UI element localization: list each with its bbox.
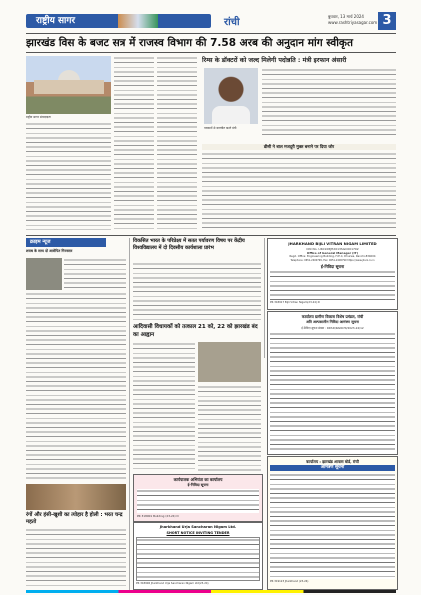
jusnl-org: Jharkhand Urja Sancharan Nigam Ltd. — [159, 525, 237, 529]
masthead — [26, 12, 396, 32]
jbvnl-phone: Telephone: 0651-2400799, Fax: 0651-2400799 https://www.jbvnl.co.in — [290, 259, 375, 262]
paper-name: राष्ट्रीय सागर — [36, 16, 76, 26]
assembly-building — [34, 80, 104, 94]
housing-text — [270, 473, 395, 579]
small-ad-pr: PR 318901 Building (23-24) D — [137, 514, 179, 518]
dc-text — [202, 152, 396, 232]
rims-story — [202, 56, 396, 141]
lead-headline: झारखंड विस के बजट सत्र में राजस्व विभाग की 7.58 अरब की अनुदान मांग स्वीकृत — [26, 37, 353, 49]
lead-col-1-text — [26, 122, 111, 230]
small-ad-text — [137, 489, 259, 513]
housing-pr: PR 319123 Jharkhand (23-24) — [270, 580, 309, 583]
rims-text — [262, 68, 396, 138]
lead-rule — [26, 52, 396, 53]
adivasi-photo — [198, 342, 261, 382]
holi-headline: रंगों और हंसी-खुशी का त्योहार है होली : भरत चन्द्र महतो — [26, 512, 123, 525]
housing-title: कार्यालय : झारखंड आवास बोर्ड, रांची — [306, 459, 359, 464]
jusnl-pr: PR 318906 Jharkhand Urja Sancharan Nigam Ltd(23-24) — [136, 582, 209, 585]
minister-photo — [204, 68, 258, 124]
footer-colorbar — [26, 590, 396, 593]
jbvnl-text — [270, 270, 395, 300]
jusnl-ad — [133, 522, 263, 590]
office-title: कार्यालय ग्रामीण विकास विशेष प्रमंडल, रांची — [301, 314, 364, 319]
office-subtitle: अति अल्पकालीन निविदा आमंत्रण सूचना — [306, 320, 359, 324]
housing-subtitle: आमंत्रण सूचना — [270, 465, 395, 471]
crime-text-a — [64, 258, 126, 290]
dc-subheadline: डीसी ने बाल मजदूरी मुक्त बनाने पर दिया जोर — [202, 144, 396, 150]
jbvnl-cin: CIN No. U40108JH2013SGC001702 — [306, 247, 359, 251]
minister-shirt — [212, 106, 250, 124]
adivasi-text-b — [198, 385, 261, 472]
office-text — [270, 332, 395, 450]
crime-headline: शराब के साथ दो आरोपित गिरफ्तार — [26, 249, 73, 253]
city-name: रांची — [224, 17, 240, 28]
col-divider-1 — [129, 238, 130, 590]
small-ad — [133, 474, 263, 522]
lead-col-2-text — [114, 56, 154, 230]
col-divider-2 — [264, 238, 265, 358]
masthead-rule — [26, 33, 396, 34]
university-text — [133, 262, 261, 322]
crime-photo — [26, 258, 62, 290]
small-ad-title: कार्यपालक अभियंता का कार्यालय — [173, 477, 223, 482]
office-notice-no: ई-निविदा सूचना संख्या : RDSD/RANCHI/2023-24/12 — [301, 326, 364, 330]
small-ad-sub: ई-निविदा सूचना — [187, 483, 209, 487]
photo-caption: राष्ट्रीय सागर संवाददाता — [26, 115, 51, 119]
office-notice — [267, 311, 398, 455]
assembly-photo — [26, 56, 111, 114]
holi-text — [26, 528, 126, 586]
jbvnl-pr: PR 318917 Bijli Vitran Nigam(23-24):D — [270, 301, 320, 304]
rims-headline: रिम्स के डॉक्टरों को जल्द मिलेगी पदोन्नति : मंत्री इरफान अंसारी — [202, 57, 347, 64]
jbvnl-org: JHARKHAND BIJLI VITRAN NIGAM LIMITED — [288, 241, 377, 246]
housing-ad — [267, 456, 398, 590]
crime-label: क्राइम न्यूज — [26, 238, 106, 247]
minister-caption: पत्रकारों से बातचीत करते मंत्री — [204, 126, 237, 130]
university-headline: विकसित भारत के परिप्रेक्ष्य में सतत पर्यावरण विषय पर केंद्रीय विश्वविद्यालय में दो दिवसीय कार्यशाला प्रारंभ — [133, 238, 245, 251]
jbvnl-notice: ई-निविदा सूचना — [320, 264, 345, 269]
jbvnl-address: Regd. Office: Engineering Building, H.E.C, Dhurwa, Ranchi-834004 — [289, 255, 376, 258]
lead-col-3-text — [157, 56, 197, 230]
crime-text-b — [26, 292, 126, 482]
section-rule-1 — [26, 235, 396, 236]
left-photo-2 — [26, 484, 126, 510]
jbvnl-ad — [267, 238, 398, 310]
date-line: बुधवार, 13 मार्च 2024 — [328, 14, 364, 19]
jusnl-table — [136, 537, 260, 581]
adivasi-text — [133, 342, 195, 472]
site-url: www.rashtriyasagar.com — [328, 20, 378, 25]
flag-emblem — [118, 14, 158, 28]
jbvnl-office: Office of General Manager (IT) — [306, 251, 359, 255]
page-number: 3 — [378, 12, 396, 30]
adivasi-headline: आदिवासी विधायकों को तत्काल 21 को, 22 को झारखंड बंद का आह्वान — [133, 324, 258, 338]
jusnl-title: SHORT NOTICE INVITING TENDER — [166, 531, 230, 535]
